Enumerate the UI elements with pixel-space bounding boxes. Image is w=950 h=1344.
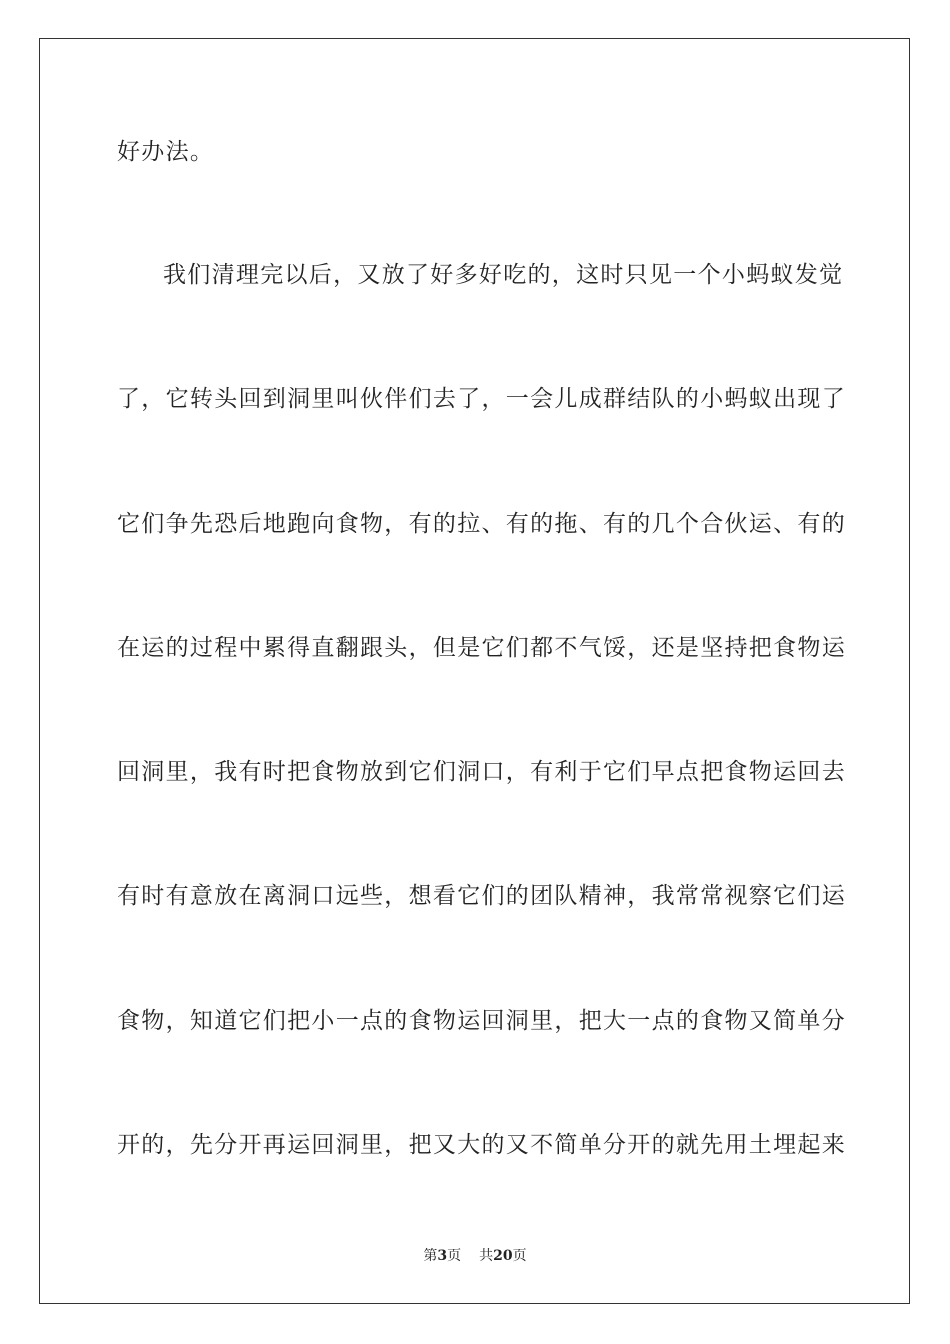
total-pages: 20 (493, 1248, 513, 1264)
text-line-3: 了，它转头回到洞里叫伙伴们去了，一会儿成群结队的小蚂蚁出现了 (117, 386, 846, 412)
page-number: 3 (437, 1248, 448, 1264)
text-line-1: 好办法。 (117, 139, 215, 165)
text-line-4: 它们争先恐后地跑向食物，有的拉、有的拖、有的几个合伙运、有的 (117, 511, 846, 537)
text-line-5: 在运的过程中累得直翻跟头，但是它们都不气馁，还是坚持把食物运 (117, 635, 846, 661)
page-border (39, 38, 910, 1304)
text-line-9: 开的，先分开再运回洞里，把又大的又不简单分开的就先用土埋起来 (117, 1132, 846, 1158)
text-line-6: 回洞里，我有时把食物放到它们洞口，有利于它们早点把食物运回去 (117, 759, 846, 785)
total-prefix: 共 (479, 1248, 494, 1264)
total-suffix: 页 (512, 1248, 527, 1264)
text-line-8: 食物，知道它们把小一点的食物运回洞里，把大一点的食物又简单分 (117, 1008, 846, 1034)
page-prefix: 第 (423, 1248, 438, 1264)
text-line-7: 有时有意放在离洞口远些，想看它们的团队精神，我常常视察它们运 (117, 883, 846, 909)
page-footer (0, 1246, 950, 1266)
page-suffix: 页 (447, 1248, 462, 1264)
paragraph-start-line: 我们清理完以后，又放了好多好吃的，这时只见一个小蚂蚁发觉 (163, 262, 844, 288)
